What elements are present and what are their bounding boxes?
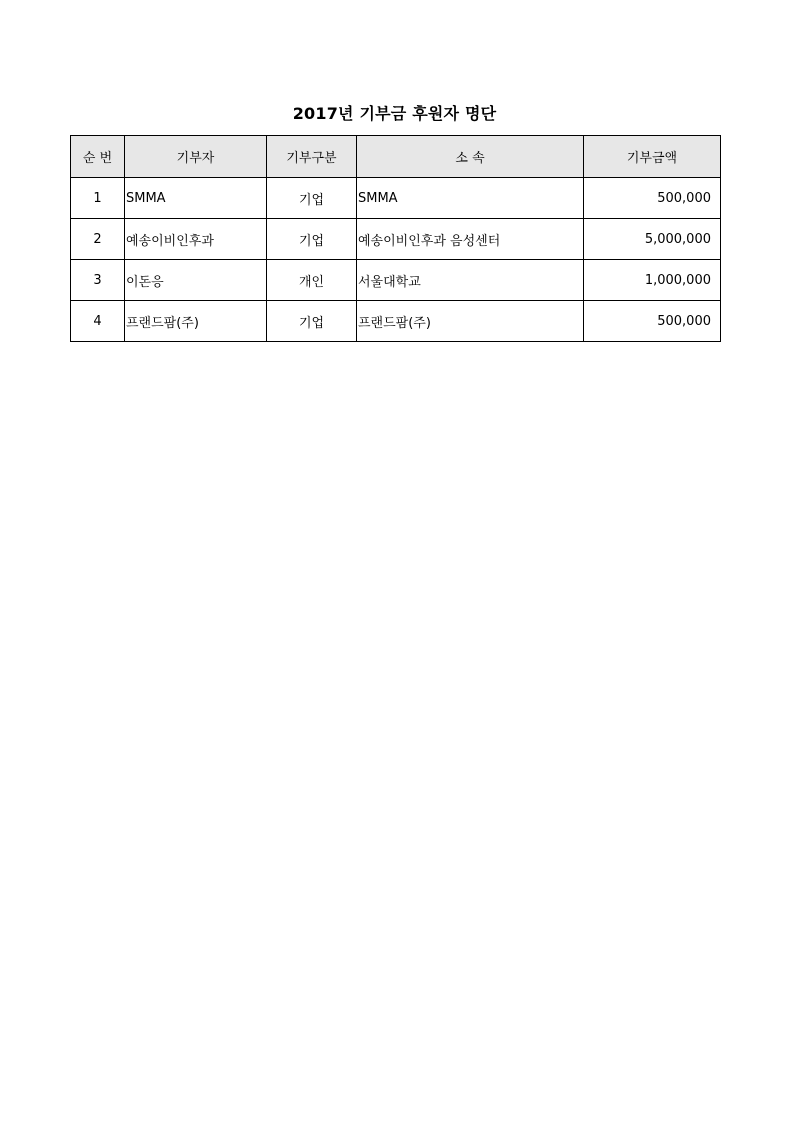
table-row [71,301,721,342]
cell-no: 2 [71,219,125,260]
donor-table [70,135,721,342]
cell-donor: SMMA [125,178,267,219]
header-amount: 기부금액 [584,136,721,178]
cell-donor: 이돈응 [125,260,267,301]
header-type: 기부구분 [267,136,357,178]
cell-type: 개인 [267,260,357,301]
cell-affiliation: 예송이비인후과 음성센터 [357,219,584,260]
cell-no: 3 [71,260,125,301]
cell-affiliation: 프랜드팜(주) [357,301,584,342]
cell-type: 기업 [267,219,357,260]
cell-affiliation: SMMA [357,178,584,219]
cell-no: 4 [71,301,125,342]
cell-type: 기업 [267,301,357,342]
cell-donor: 프랜드팜(주) [125,301,267,342]
table-row [71,219,721,260]
document-title: 2017년 기부금 후원자 명단 [292,104,497,123]
header-affiliation: 소 속 [357,136,584,178]
cell-affiliation: 서울대학교 [357,260,584,301]
header-no: 순 번 [71,136,125,178]
cell-amount: 500,000 [584,301,721,342]
table-header-row [71,136,721,178]
table-row [71,260,721,301]
cell-amount: 500,000 [584,178,721,219]
cell-type: 기업 [267,178,357,219]
cell-donor: 예송이비인후과 [125,219,267,260]
header-donor: 기부자 [125,136,267,178]
table-row [71,178,721,219]
cell-amount: 5,000,000 [584,219,721,260]
cell-amount: 1,000,000 [584,260,721,301]
cell-no: 1 [71,178,125,219]
